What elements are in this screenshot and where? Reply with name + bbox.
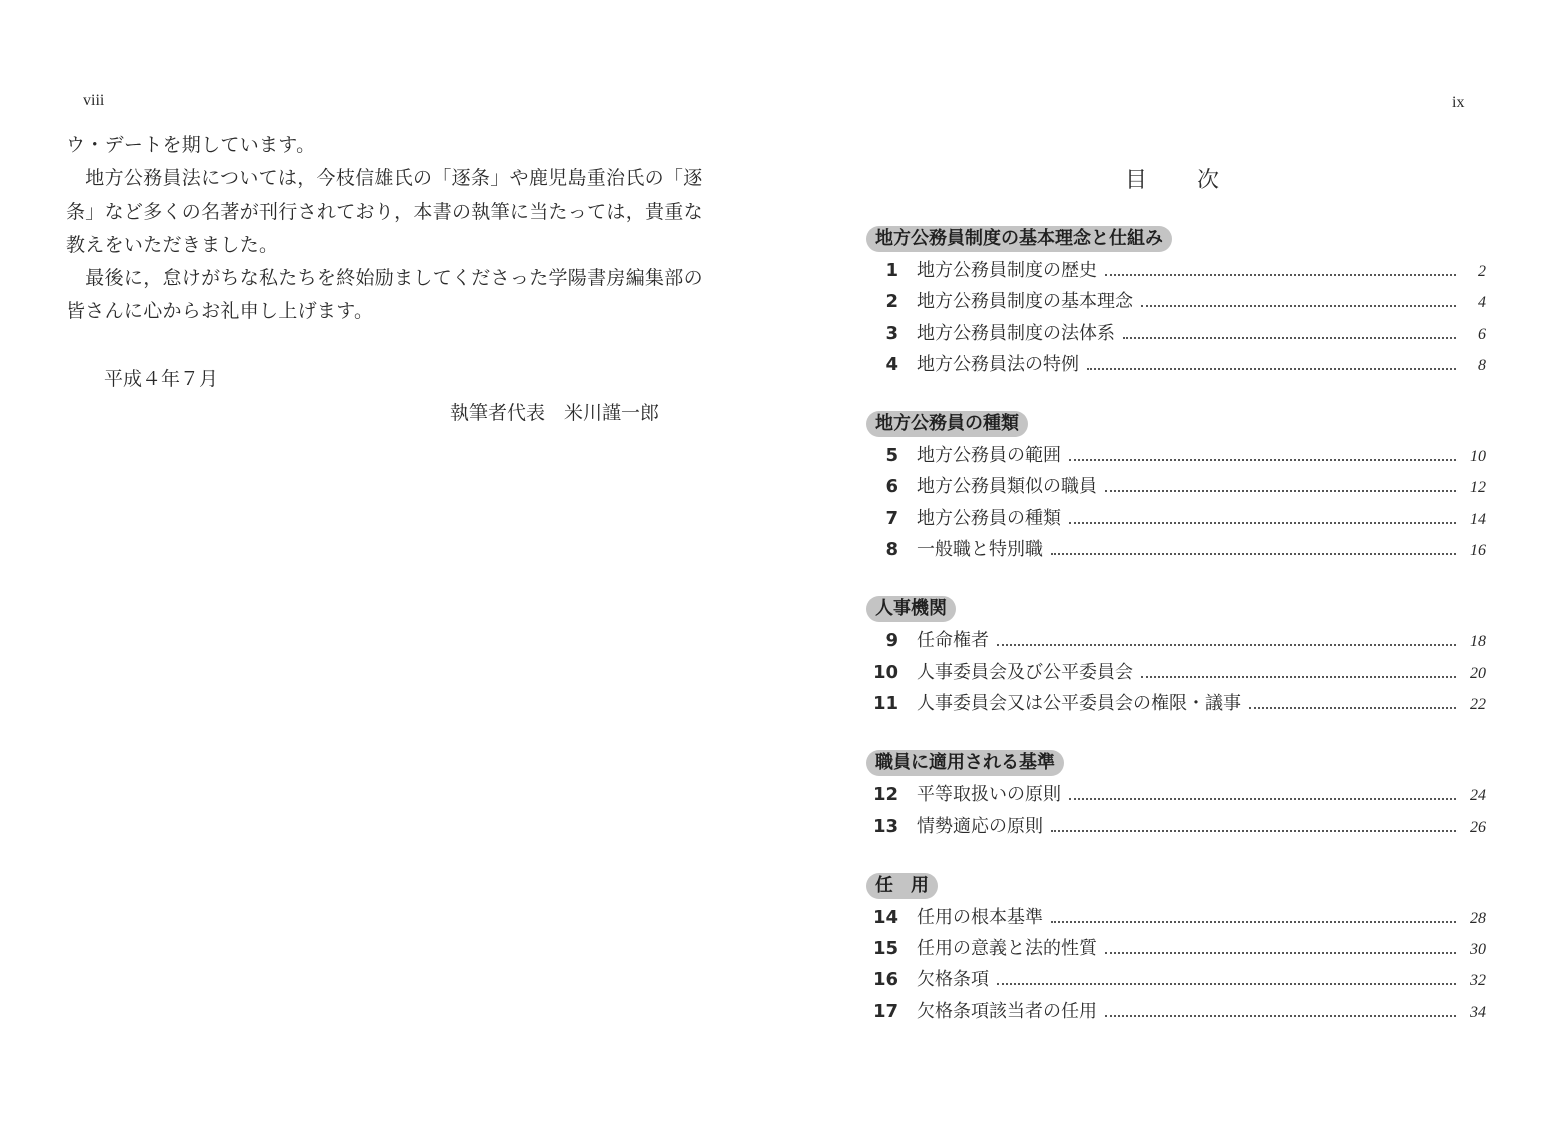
toc-entry: [866, 779, 1486, 810]
page-number-left: viii: [83, 92, 105, 109]
toc-entry-page: 26: [1470, 818, 1486, 836]
toc-entry-label: 人事委員会又は公平委員会の権限・議事: [917, 692, 1241, 714]
preface-line: 条」など多くの名著が刊行されており，本書の執筆に当たっては，貴重な: [66, 200, 703, 223]
toc-entry-page: 22: [1470, 695, 1486, 713]
toc-dot-leader: [1069, 522, 1456, 524]
toc-entry-number: 13: [872, 815, 898, 837]
toc-section-header: 任 用: [866, 873, 938, 899]
toc-entry-label: 任命権者: [917, 630, 989, 652]
toc-section: [866, 596, 1486, 719]
toc-entry-page: 20: [1470, 664, 1486, 682]
toc-entry: [866, 503, 1486, 534]
toc-dot-leader: [1141, 305, 1456, 307]
toc-entry-label: 平等取扱いの原則: [917, 784, 1061, 806]
toc-dot-leader: [1051, 921, 1456, 923]
preface-line: 皆さんに心からお礼申し上げます。: [66, 300, 374, 323]
toc-entry-label: 人事委員会及び公平委員会: [917, 661, 1133, 683]
toc-entry-label: 地方公務員法の特例: [917, 353, 1079, 375]
toc-dot-leader: [1069, 459, 1456, 461]
toc-entry-number: 16: [872, 969, 898, 991]
toc-entry: [866, 964, 1486, 995]
toc-entry-page: 2: [1478, 263, 1486, 280]
toc-title: 目次: [1125, 168, 1270, 193]
toc-dot-leader: [1141, 676, 1456, 678]
toc-section-header: 人事機関: [866, 596, 956, 622]
toc-entry: [866, 534, 1486, 565]
toc-entry-page: 8: [1478, 356, 1486, 374]
toc-entry: [866, 471, 1486, 502]
toc-dot-leader: [1105, 952, 1456, 954]
toc-entry: [866, 286, 1486, 317]
toc-entry-number: 7: [885, 507, 898, 529]
toc-entry: [866, 440, 1486, 471]
toc-entry-page: 32: [1470, 972, 1486, 990]
toc-entry-number: 9: [885, 630, 898, 652]
toc-entry: [866, 811, 1486, 842]
toc-entry-page: 18: [1470, 633, 1486, 651]
toc-entry-number: 6: [885, 476, 898, 498]
toc-entry-number: 12: [872, 784, 898, 806]
toc-section: [866, 226, 1486, 380]
toc-dot-leader: [1105, 1015, 1456, 1017]
toc-dot-leader: [1105, 274, 1456, 276]
toc-dot-leader: [1051, 553, 1456, 555]
toc-entry-label: 任用の意義と法的性質: [917, 938, 1097, 960]
toc-entry-label: 欠格条項該当者の任用: [917, 1000, 1097, 1022]
toc-section-header: 職員に適用される基準: [866, 750, 1064, 776]
toc-entry-page: 16: [1470, 542, 1486, 560]
toc-entry-page: 30: [1470, 941, 1486, 959]
preface-line: ウ・デートを期しています。: [66, 134, 316, 156]
toc-entry: [866, 688, 1486, 719]
page-number-right: ix: [1452, 94, 1465, 111]
toc-dot-leader: [1249, 707, 1456, 709]
toc-entry-label: 情勢適応の原則: [917, 815, 1043, 837]
toc-entry-number: 14: [872, 906, 898, 928]
toc-section-header: 地方公務員制度の基本理念と仕組み: [866, 226, 1172, 252]
toc-entry: [866, 318, 1486, 349]
toc-entry: [866, 996, 1486, 1027]
toc-entry-label: 地方公務員の種類: [917, 507, 1061, 529]
toc-entry-page: 4: [1478, 294, 1486, 312]
toc-entry-label: 地方公務員類似の職員: [917, 476, 1097, 498]
toc-entry: [866, 933, 1486, 964]
toc-entry-number: 4: [885, 353, 898, 375]
preface-body: [66, 129, 703, 329]
toc-entry: [866, 625, 1486, 656]
toc-section-header: 地方公務員の種類: [866, 411, 1028, 437]
toc-dot-leader: [997, 644, 1456, 646]
preface-date: 平成４年７月: [104, 368, 219, 390]
toc-entry-page: 28: [1470, 909, 1486, 927]
toc-entry-label: 任用の根本基準: [917, 906, 1043, 928]
toc-entry-number: 3: [885, 322, 898, 344]
toc-entry-number: 2: [885, 291, 898, 313]
toc-section: [866, 411, 1486, 565]
toc-entry-number: 1: [885, 260, 898, 281]
toc-entry-number: 17: [872, 1000, 898, 1022]
toc-entry-number: 11: [872, 692, 898, 714]
toc-entry-page: 12: [1470, 479, 1486, 497]
toc-entry: [866, 255, 1486, 286]
toc-entry-page: 6: [1478, 325, 1486, 343]
toc-dot-leader: [1105, 490, 1456, 492]
toc-entry: [866, 349, 1486, 380]
toc-entry-number: 5: [885, 445, 898, 467]
toc-entry-label: 地方公務員の範囲: [917, 445, 1061, 467]
toc-entry: [866, 657, 1486, 688]
preface-line: 教えをいただきました。: [66, 233, 279, 256]
toc-entry-label: 地方公務員制度の歴史: [917, 260, 1097, 281]
toc-entry-page: 14: [1470, 510, 1486, 528]
toc-entry-label: 地方公務員制度の法体系: [917, 322, 1115, 344]
table-of-contents: [866, 226, 1486, 1058]
toc-dot-leader: [1051, 830, 1456, 832]
toc-dot-leader: [997, 983, 1456, 985]
toc-entry-number: 15: [872, 938, 898, 960]
toc-entry: [866, 902, 1486, 933]
toc-entry-page: 24: [1470, 787, 1486, 805]
toc-section: [866, 750, 1486, 842]
toc-entry-number: 10: [872, 661, 898, 683]
toc-section: [866, 873, 1486, 1027]
toc-entry-number: 8: [885, 539, 898, 561]
preface-line: 最後に，怠けがちな私たちを終始励ましてくださった学陽書房編集部の: [66, 267, 703, 290]
right-page: [774, 0, 1548, 1146]
preface-line: 地方公務員法については，今枝信雄氏の「逐条」や鹿児島重治氏の「逐: [66, 167, 703, 190]
toc-entry-label: 一般職と特別職: [917, 539, 1043, 561]
toc-entry-label: 欠格条項: [917, 969, 989, 991]
toc-entry-page: 34: [1470, 1003, 1486, 1021]
toc-entry-label: 地方公務員制度の基本理念: [917, 291, 1133, 313]
toc-dot-leader: [1087, 368, 1456, 370]
toc-dot-leader: [1123, 337, 1456, 339]
toc-dot-leader: [1069, 798, 1456, 800]
preface-signature: 執筆者代表 米川謹一郎: [450, 402, 660, 424]
toc-entry-page: 10: [1470, 448, 1486, 466]
